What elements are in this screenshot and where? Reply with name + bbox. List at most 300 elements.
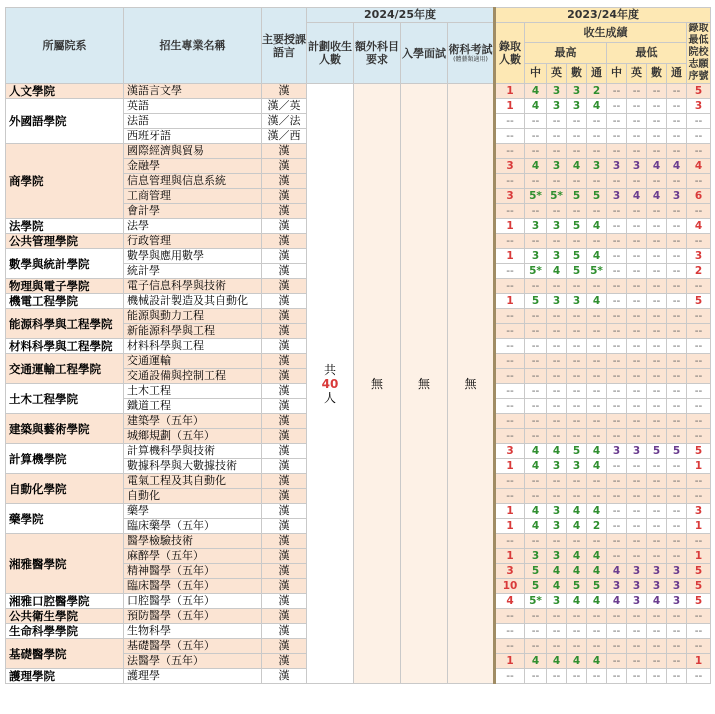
min-chinese: -- <box>607 519 627 534</box>
min-english: -- <box>627 519 647 534</box>
max-math: -- <box>567 354 587 369</box>
max-math: -- <box>567 234 587 249</box>
min-english: -- <box>627 669 647 684</box>
min-chinese: -- <box>607 654 627 669</box>
header-year-2324: 2023/24年度 <box>495 8 711 23</box>
max-chinese: 4 <box>525 84 547 99</box>
teaching-language: 漢 <box>262 489 307 504</box>
max-english: -- <box>547 669 567 684</box>
admitted-count: 3 <box>495 189 525 204</box>
teaching-language: 漢 <box>262 444 307 459</box>
min-cs: 3 <box>667 564 687 579</box>
min-english: -- <box>627 639 647 654</box>
max-english: -- <box>547 369 567 384</box>
teaching-language: 漢 <box>262 669 307 684</box>
max-cs: -- <box>587 339 607 354</box>
max-chinese: -- <box>525 354 547 369</box>
min-cs: -- <box>667 279 687 294</box>
min-math: -- <box>647 639 667 654</box>
faculty-name: 物理與電子學院 <box>6 279 124 294</box>
max-math: 5 <box>567 579 587 594</box>
max-english: 3 <box>547 249 567 264</box>
min-english: -- <box>627 249 647 264</box>
min-choice-rank: 5 <box>687 84 711 99</box>
min-math: -- <box>647 549 667 564</box>
max-cs: -- <box>587 129 607 144</box>
max-chinese: -- <box>525 534 547 549</box>
faculty-name: 數學與統計學院 <box>6 249 124 279</box>
admitted-count: -- <box>495 129 525 144</box>
min-math: -- <box>647 84 667 99</box>
min-math: -- <box>647 474 667 489</box>
max-math: -- <box>567 129 587 144</box>
max-chinese: -- <box>525 639 547 654</box>
min-english: -- <box>627 144 647 159</box>
admitted-count: -- <box>495 339 525 354</box>
max-english: -- <box>547 174 567 189</box>
min-english: -- <box>627 219 647 234</box>
min-chinese: -- <box>607 129 627 144</box>
max-cs: 4 <box>587 219 607 234</box>
max-cs: -- <box>587 489 607 504</box>
min-choice-rank: -- <box>687 144 711 159</box>
max-chinese: 3 <box>525 549 547 564</box>
min-chinese: -- <box>607 249 627 264</box>
min-cs: -- <box>667 294 687 309</box>
max-cs: -- <box>587 114 607 129</box>
max-math: -- <box>567 474 587 489</box>
min-cs: -- <box>667 249 687 264</box>
min-choice-rank: -- <box>687 114 711 129</box>
max-chinese: 3 <box>525 249 547 264</box>
min-math: -- <box>647 144 667 159</box>
min-english: -- <box>627 459 647 474</box>
max-chinese: 3 <box>525 219 547 234</box>
max-chinese: 4 <box>525 159 547 174</box>
max-chinese: -- <box>525 339 547 354</box>
max-english: -- <box>547 429 567 444</box>
max-math: -- <box>567 144 587 159</box>
max-english: -- <box>547 129 567 144</box>
max-cs: 5 <box>587 189 607 204</box>
min-math: -- <box>647 249 667 264</box>
max-math: 4 <box>567 504 587 519</box>
max-english: 3 <box>547 219 567 234</box>
max-cs: -- <box>587 624 607 639</box>
max-chinese: -- <box>525 234 547 249</box>
max-english: -- <box>547 474 567 489</box>
max-english: -- <box>547 114 567 129</box>
min-english: -- <box>627 414 647 429</box>
faculty-name: 能源科學與工程學院 <box>6 309 124 339</box>
teaching-language: 漢 <box>262 354 307 369</box>
max-math: -- <box>567 489 587 504</box>
max-english: 3 <box>547 294 567 309</box>
min-english: -- <box>627 279 647 294</box>
min-math: -- <box>647 294 667 309</box>
min-english: -- <box>627 474 647 489</box>
major-name: 土木工程 <box>124 384 262 399</box>
min-english: -- <box>627 294 647 309</box>
min-chinese: 4 <box>607 594 627 609</box>
max-math: 5 <box>567 264 587 279</box>
min-chinese: -- <box>607 279 627 294</box>
min-choice-rank: 4 <box>687 219 711 234</box>
header-subject: 中 <box>525 63 547 83</box>
min-cs: -- <box>667 264 687 279</box>
min-math: 5 <box>647 444 667 459</box>
min-cs: -- <box>667 459 687 474</box>
max-cs: -- <box>587 174 607 189</box>
max-cs: -- <box>587 354 607 369</box>
min-cs: 3 <box>667 579 687 594</box>
min-english: -- <box>627 354 647 369</box>
min-chinese: -- <box>607 609 627 624</box>
min-choice-rank: 6 <box>687 189 711 204</box>
teaching-language: 漢 <box>262 219 307 234</box>
max-cs: -- <box>587 609 607 624</box>
min-choice-rank: -- <box>687 354 711 369</box>
max-cs: -- <box>587 429 607 444</box>
header-subject: 數 <box>567 63 587 83</box>
min-chinese: -- <box>607 474 627 489</box>
max-chinese: 4 <box>525 504 547 519</box>
faculty-name: 材料科學與工程學院 <box>6 339 124 354</box>
teaching-language: 漢 <box>262 429 307 444</box>
header-interview: 入學面試 <box>401 23 448 84</box>
min-choice-rank: 1 <box>687 519 711 534</box>
max-chinese: 4 <box>525 519 547 534</box>
admitted-count: -- <box>495 639 525 654</box>
major-name: 新能源科學與工程 <box>124 324 262 339</box>
min-cs: -- <box>667 609 687 624</box>
admitted-count: -- <box>495 114 525 129</box>
admitted-count: -- <box>495 204 525 219</box>
min-choice-rank: 1 <box>687 654 711 669</box>
min-math: -- <box>647 204 667 219</box>
max-math: 3 <box>567 99 587 114</box>
max-english: -- <box>547 414 567 429</box>
major-name: 交通設備與控制工程 <box>124 369 262 384</box>
teaching-language: 漢 <box>262 654 307 669</box>
min-chinese: 3 <box>607 159 627 174</box>
major-name: 數據科學與大數據技術 <box>124 459 262 474</box>
max-chinese: -- <box>525 669 547 684</box>
max-chinese: 5 <box>525 579 547 594</box>
teaching-language: 漢 <box>262 519 307 534</box>
major-name: 護理學 <box>124 669 262 684</box>
min-cs: -- <box>667 84 687 99</box>
min-choice-rank: -- <box>687 369 711 384</box>
max-cs: -- <box>587 144 607 159</box>
admitted-count: -- <box>495 474 525 489</box>
max-math: -- <box>567 414 587 429</box>
header-extra: 額外科目要求 <box>354 23 401 84</box>
max-math: -- <box>567 669 587 684</box>
major-name: 英語 <box>124 99 262 114</box>
max-english: -- <box>547 534 567 549</box>
min-chinese: 3 <box>607 444 627 459</box>
major-name: 信息管理與信息系統 <box>124 174 262 189</box>
min-math: -- <box>647 219 667 234</box>
admitted-count: -- <box>495 624 525 639</box>
max-english: -- <box>547 234 567 249</box>
min-chinese: -- <box>607 234 627 249</box>
min-cs: -- <box>667 234 687 249</box>
teaching-language: 漢 <box>262 234 307 249</box>
max-math: 4 <box>567 654 587 669</box>
min-math: -- <box>647 279 667 294</box>
min-cs: -- <box>667 624 687 639</box>
max-chinese: -- <box>525 489 547 504</box>
header-subject: 數 <box>647 63 667 83</box>
max-cs: 4 <box>587 444 607 459</box>
major-name: 計算機科學與技術 <box>124 444 262 459</box>
max-english: -- <box>547 609 567 624</box>
min-chinese: -- <box>607 624 627 639</box>
admitted-count: -- <box>495 264 525 279</box>
min-choice-rank: 2 <box>687 264 711 279</box>
max-chinese: 4 <box>525 654 547 669</box>
major-name: 口腔醫學（五年） <box>124 594 262 609</box>
header-subject: 通 <box>587 63 607 83</box>
min-english: -- <box>627 174 647 189</box>
max-english: 3 <box>547 84 567 99</box>
major-name: 藥學 <box>124 504 262 519</box>
min-chinese: -- <box>607 219 627 234</box>
min-chinese: -- <box>607 399 627 414</box>
min-math: -- <box>647 99 667 114</box>
major-name: 能源與動力工程 <box>124 309 262 324</box>
min-choice-rank: -- <box>687 624 711 639</box>
major-name: 臨床醫學（五年） <box>124 579 262 594</box>
min-chinese: -- <box>607 369 627 384</box>
header-max: 最高 <box>525 43 607 63</box>
min-choice-rank: -- <box>687 489 711 504</box>
min-english: -- <box>627 324 647 339</box>
max-cs: 4 <box>587 654 607 669</box>
total-value: 40 <box>321 376 339 391</box>
max-cs: -- <box>587 369 607 384</box>
min-math: -- <box>647 234 667 249</box>
min-choice-rank: -- <box>687 609 711 624</box>
min-chinese: -- <box>607 324 627 339</box>
max-english: 4 <box>547 579 567 594</box>
max-math: -- <box>567 369 587 384</box>
teaching-language: 漢 <box>262 414 307 429</box>
header-skill-label: 術科考試 <box>448 43 493 56</box>
min-choice-rank: -- <box>687 234 711 249</box>
max-math: -- <box>567 279 587 294</box>
min-english: -- <box>627 339 647 354</box>
admitted-count: 1 <box>495 654 525 669</box>
max-math: 4 <box>567 549 587 564</box>
teaching-language: 漢 <box>262 159 307 174</box>
min-math: -- <box>647 309 667 324</box>
max-math: 5 <box>567 444 587 459</box>
min-english: -- <box>627 609 647 624</box>
min-english: -- <box>627 99 647 114</box>
min-choice-rank: -- <box>687 339 711 354</box>
max-chinese: -- <box>525 279 547 294</box>
max-cs: -- <box>587 669 607 684</box>
major-name: 鐵道工程 <box>124 399 262 414</box>
min-math: 3 <box>647 564 667 579</box>
max-math: -- <box>567 399 587 414</box>
min-cs: -- <box>667 429 687 444</box>
max-math: -- <box>567 339 587 354</box>
max-math: -- <box>567 324 587 339</box>
min-math: -- <box>647 459 667 474</box>
min-english: -- <box>627 129 647 144</box>
max-chinese: -- <box>525 324 547 339</box>
header-subject: 英 <box>547 63 567 83</box>
max-math: 3 <box>567 84 587 99</box>
min-cs: -- <box>667 504 687 519</box>
teaching-language: 漢 <box>262 174 307 189</box>
major-name: 自動化 <box>124 489 262 504</box>
teaching-language: 漢 <box>262 384 307 399</box>
min-chinese: -- <box>607 534 627 549</box>
min-math: -- <box>647 504 667 519</box>
max-chinese: -- <box>525 369 547 384</box>
max-math: 3 <box>567 294 587 309</box>
admitted-count: 10 <box>495 579 525 594</box>
total-prefix: 共 <box>323 362 336 377</box>
min-english: -- <box>627 204 647 219</box>
min-math: -- <box>647 489 667 504</box>
min-chinese: -- <box>607 549 627 564</box>
interview: 無 <box>401 84 448 684</box>
max-chinese: 4 <box>525 459 547 474</box>
min-cs: -- <box>667 534 687 549</box>
max-english: 3 <box>547 594 567 609</box>
skill-test: 無 <box>448 84 495 684</box>
min-cs: -- <box>667 474 687 489</box>
faculty-name: 建築與藝術學院 <box>6 414 124 444</box>
min-english: -- <box>627 504 647 519</box>
min-cs: -- <box>667 489 687 504</box>
min-english: -- <box>627 309 647 324</box>
max-math: -- <box>567 534 587 549</box>
faculty-name: 土木工程學院 <box>6 384 124 414</box>
min-chinese: -- <box>607 414 627 429</box>
faculty-name: 湘雅醫學院 <box>6 534 124 594</box>
min-cs: -- <box>667 654 687 669</box>
admitted-count: 1 <box>495 519 525 534</box>
admitted-count: -- <box>495 354 525 369</box>
max-cs: 4 <box>587 504 607 519</box>
major-name: 電氣工程及其自動化 <box>124 474 262 489</box>
teaching-language: 漢 <box>262 504 307 519</box>
max-english: -- <box>547 144 567 159</box>
min-math: -- <box>647 174 667 189</box>
max-chinese: -- <box>525 474 547 489</box>
min-english: 4 <box>627 189 647 204</box>
faculty-name: 藥學院 <box>6 504 124 534</box>
min-choice-rank: 3 <box>687 504 711 519</box>
max-english: -- <box>547 309 567 324</box>
header-plan: 計劃收生人數 <box>307 23 354 84</box>
major-name: 醫學檢驗技術 <box>124 534 262 549</box>
min-cs: -- <box>667 114 687 129</box>
header-language: 主要授課語言 <box>262 8 307 84</box>
admitted-count: -- <box>495 144 525 159</box>
max-math: 5 <box>567 219 587 234</box>
max-english: 3 <box>547 159 567 174</box>
min-cs: 4 <box>667 159 687 174</box>
max-math: -- <box>567 174 587 189</box>
teaching-language: 漢 <box>262 534 307 549</box>
min-choice-rank: -- <box>687 639 711 654</box>
min-math: -- <box>647 669 667 684</box>
teaching-language: 漢／法 <box>262 114 307 129</box>
teaching-language: 漢 <box>262 369 307 384</box>
min-chinese: 3 <box>607 189 627 204</box>
min-chinese: -- <box>607 504 627 519</box>
max-chinese: 5* <box>525 594 547 609</box>
max-cs: -- <box>587 384 607 399</box>
admitted-count: 1 <box>495 99 525 114</box>
teaching-language: 漢 <box>262 639 307 654</box>
admitted-count: -- <box>495 609 525 624</box>
min-choice-rank: 5 <box>687 594 711 609</box>
max-math: 4 <box>567 594 587 609</box>
admitted-count: 1 <box>495 549 525 564</box>
teaching-language: 漢 <box>262 474 307 489</box>
min-chinese: -- <box>607 354 627 369</box>
faculty-name: 生命科學學院 <box>6 624 124 639</box>
max-cs: -- <box>587 534 607 549</box>
min-cs: 3 <box>667 594 687 609</box>
major-name: 建築學（五年） <box>124 414 262 429</box>
max-chinese: -- <box>525 114 547 129</box>
max-cs: 3 <box>587 159 607 174</box>
min-math: 4 <box>647 159 667 174</box>
min-math: -- <box>647 114 667 129</box>
max-chinese: -- <box>525 174 547 189</box>
min-math: -- <box>647 429 667 444</box>
admitted-count: 4 <box>495 594 525 609</box>
faculty-name: 商學院 <box>6 144 124 219</box>
max-chinese: -- <box>525 414 547 429</box>
min-chinese: 4 <box>607 564 627 579</box>
teaching-language: 漢 <box>262 594 307 609</box>
min-english: -- <box>627 84 647 99</box>
max-chinese: 4 <box>525 99 547 114</box>
admitted-count: 1 <box>495 459 525 474</box>
major-name: 基礎醫學（五年） <box>124 639 262 654</box>
teaching-language: 漢 <box>262 294 307 309</box>
min-choice-rank: -- <box>687 204 711 219</box>
min-cs: -- <box>667 399 687 414</box>
max-cs: -- <box>587 414 607 429</box>
header-subject: 英 <box>627 63 647 83</box>
min-english: 3 <box>627 564 647 579</box>
min-cs: -- <box>667 414 687 429</box>
min-math: -- <box>647 609 667 624</box>
header-admitted: 錄取人數 <box>495 23 525 84</box>
min-cs: -- <box>667 129 687 144</box>
max-cs: 5* <box>587 264 607 279</box>
header-subject: 通 <box>667 63 687 83</box>
major-name: 材料科學與工程 <box>124 339 262 354</box>
min-math: -- <box>647 534 667 549</box>
max-math: -- <box>567 384 587 399</box>
admitted-count: 1 <box>495 249 525 264</box>
min-cs: -- <box>667 324 687 339</box>
max-english: 3 <box>547 504 567 519</box>
